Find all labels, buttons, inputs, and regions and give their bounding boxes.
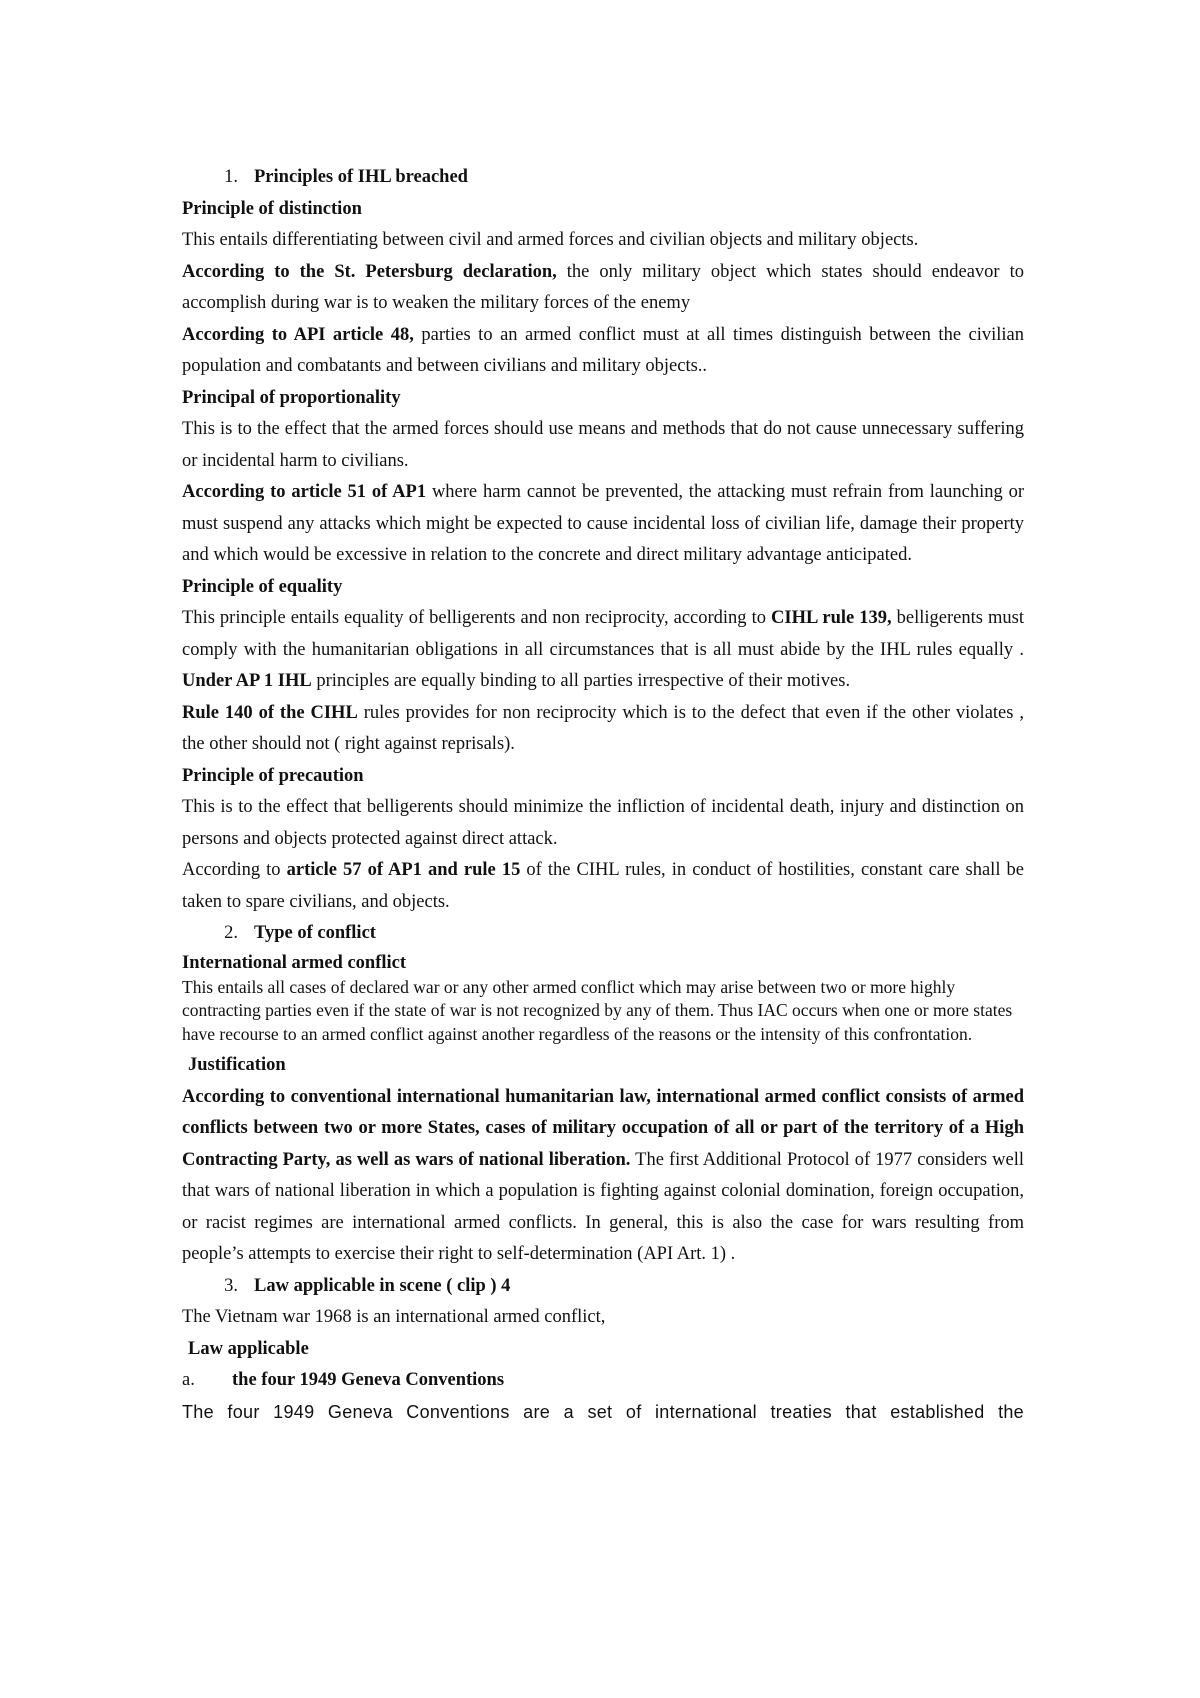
bold-text: article 57 of AP1 and rule 15 <box>286 860 521 880</box>
precaution-heading: Principle of precaution <box>182 765 364 786</box>
justification-heading: Justification <box>188 1055 286 1075</box>
paragraph: This is to the effect that belligerents should minimize the infliction of incidental death, injury and distinction on persons and objects protected against direct attack. <box>182 797 1024 849</box>
paragraph-text: where harm cannot be prevented, the attacking must refrain from launching or must suspend any attacks which might be expected to cause incidental loss of civilian life, damage their property and which would be excessive in relation to the concrete and direct military advantage anticipated. <box>182 482 1024 565</box>
section-number: 2. <box>224 923 238 943</box>
paragraph-text: of the CIHL rules, in conduct of hostilities, constant care shall be taken to spare civilians, and objects. <box>182 860 1024 912</box>
paragraph <box>182 855 1024 918</box>
paragraph <box>182 698 1024 761</box>
distinction-heading: Principle of distinction <box>182 198 362 219</box>
section-title: Principles of IHL breached <box>254 167 468 187</box>
paragraph <box>182 320 1024 383</box>
paragraph-text: belligerents must comply with the humanitarian obligations in all circumstances that is all must abide by the IHL rules equally . <box>182 608 1024 660</box>
paragraph-text: The first Additional Protocol of 1977 considers well that wars of national liberation in which a population is fighting against colonial domination, foreign occupation, or racist regimes are international armed conflicts. In general, this is also the case for wars resulting from people’s attempts to exercise their right to self-determination (API Art. 1) . <box>182 1149 1024 1264</box>
bold-text: According to conventional international humanitarian law, international armed conflict consists of armed conflicts between two or more States, cases of military occupation of all or part of the territory of a High Contracting Party, as well as wars of national liberation. <box>182 1086 1024 1170</box>
section-number: 1. <box>224 167 238 187</box>
paragraph-text: principles are equally binding to all parties irrespective of their motives. <box>311 671 851 691</box>
bold-text: CIHL rule 139, <box>771 608 892 628</box>
paragraph-text: parties to an armed conflict must at all times distinguish between the civilian population and combatants and between civilians and military objects.. <box>182 324 1024 376</box>
paragraph: This entails differentiating between civil and armed forces and civilian objects and military objects. <box>182 230 919 250</box>
bold-text: According to the St. Petersburg declaration, <box>182 261 557 282</box>
paragraph-text: This principle entails equality of belligerents and non reciprocity, according to <box>182 608 772 628</box>
subsection-letter: a. <box>182 1370 195 1390</box>
section-title: Type of conflict <box>254 923 376 943</box>
bold-text: Under AP 1 IHL <box>182 671 312 691</box>
section-3-heading <box>182 1271 1024 1303</box>
equality-heading: Principle of equality <box>182 576 343 597</box>
paragraph-text: rules provides for non reciprocity which is to the defect that even if the other violates , the other should not ( right against reprisals). <box>182 702 1024 754</box>
section-title: Law applicable in scene ( clip ) 4 <box>254 1275 511 1296</box>
paragraph-text: the only military object which states should endeavor to accomplish during war is to weaken the military forces of the enemy <box>182 261 1024 313</box>
bold-text: According to API article 48, <box>182 324 414 345</box>
bold-text: According to article 51 of AP1 <box>182 482 427 502</box>
section-number: 3. <box>224 1275 238 1296</box>
section-1-heading <box>182 162 1024 194</box>
paragraph-text: According to <box>182 860 287 880</box>
paragraph: The four 1949 Geneva Conventions are a set of international treaties that established the <box>182 1401 1024 1422</box>
paragraph <box>182 257 1024 320</box>
paragraph <box>182 603 1024 698</box>
subsection-title: the four 1949 Geneva Conventions <box>232 1370 505 1390</box>
law-applicable-heading: Law applicable <box>188 1338 309 1359</box>
paragraph: The Vietnam war 1968 is an international armed conflict, <box>182 1307 606 1327</box>
document-page <box>182 162 1024 1428</box>
iac-heading: International armed conflict <box>182 952 407 973</box>
paragraph: This entails all cases of declared war or any other armed conflict which may arise between two or more highly contracting parties even if the state of war is not recognized by any of them. Thus IAC occurs when one or more states have recourse to an armed conflict against another regardless of the reasons or the intensity of this confrontation. <box>182 976 1013 1044</box>
proportionality-heading: Principal of proportionality <box>182 387 401 408</box>
paragraph: This is to the effect that the armed forces should use means and methods that do not cause unnecessary suffering or incidental harm to civilians. <box>182 419 1024 471</box>
paragraph <box>182 1082 1024 1271</box>
section-2-heading <box>182 918 1024 950</box>
subsection-a-heading <box>182 1365 1024 1397</box>
bold-text: Rule 140 of the CIHL <box>182 702 358 723</box>
paragraph <box>182 477 1024 572</box>
